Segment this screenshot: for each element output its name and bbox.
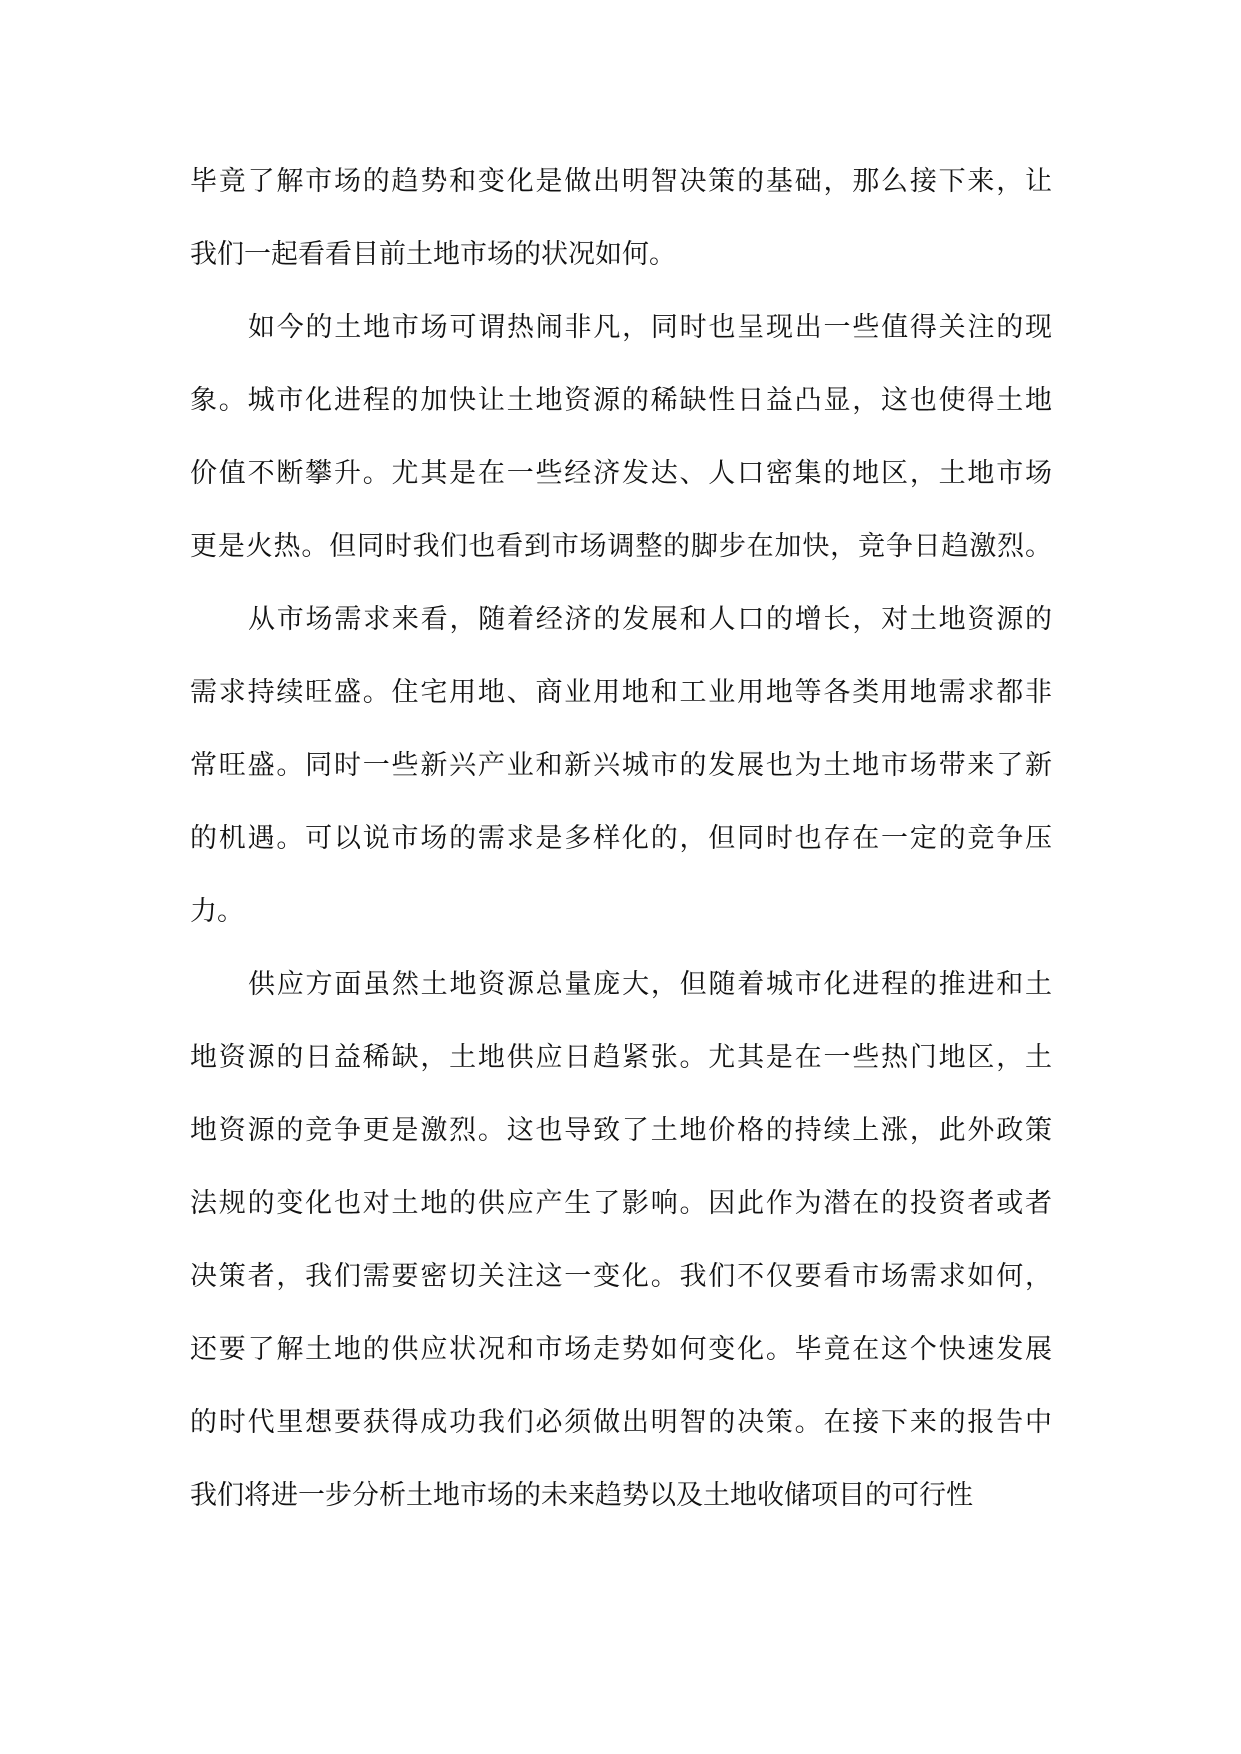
paragraph-2 <box>190 291 1052 583</box>
text-line: 的机遇。可以说市场的需求是多样化的，但同时也存在一定的竞争压 <box>190 823 1052 854</box>
text-line: 还要了解土地的供应状况和市场走势如何变化。毕竟在这个快速发展 <box>190 1334 1052 1365</box>
paragraph-3 <box>190 583 1052 948</box>
text-line: 从市场需求来看，随着经济的发展和人口的增长，对土地资源的 <box>248 604 1052 635</box>
text-line: 的时代里想要获得成功我们必须做出明智的决策。在接下来的报告中 <box>190 1407 1052 1438</box>
paragraph-1 <box>190 145 1052 291</box>
text-line: 我们一起看看目前土地市场的状况如何。 <box>190 239 676 270</box>
text-line: 决策者，我们需要密切关注这一变化。我们不仅要看市场需求如何， <box>190 1261 1052 1292</box>
document-body <box>190 145 1052 1532</box>
text-line: 力。 <box>190 896 244 927</box>
text-line: 供应方面虽然土地资源总量庞大，但随着城市化进程的推进和土 <box>248 969 1052 1000</box>
text-line: 象。城市化进程的加快让土地资源的稀缺性日益凸显，这也使得土地 <box>190 385 1052 416</box>
text-line: 我们将进一步分析土地市场的未来趋势以及土地收储项目的可行性 <box>190 1480 973 1511</box>
text-line: 毕竟了解市场的趋势和变化是做出明智决策的基础，那么接下来，让 <box>190 166 1052 197</box>
text-line: 地资源的竞争更是激烈。这也导致了土地价格的持续上涨，此外政策 <box>190 1115 1052 1146</box>
text-line: 需求持续旺盛。住宅用地、商业用地和工业用地等各类用地需求都非 <box>190 677 1052 708</box>
text-line: 地资源的日益稀缺，土地供应日趋紧张。尤其是在一些热门地区，土 <box>190 1042 1052 1073</box>
text-line: 常旺盛。同时一些新兴产业和新兴城市的发展也为土地市场带来了新 <box>190 750 1052 781</box>
paragraph-4 <box>190 948 1052 1532</box>
text-line: 如今的土地市场可谓热闹非凡，同时也呈现出一些值得关注的现 <box>248 312 1052 343</box>
text-line: 价值不断攀升。尤其是在一些经济发达、人口密集的地区，土地市场 <box>190 458 1052 489</box>
text-line: 更是火热。但同时我们也看到市场调整的脚步在加快，竞争日趋激烈。 <box>190 531 1052 562</box>
text-line: 法规的变化也对土地的供应产生了影响。因此作为潜在的投资者或者 <box>190 1188 1052 1219</box>
